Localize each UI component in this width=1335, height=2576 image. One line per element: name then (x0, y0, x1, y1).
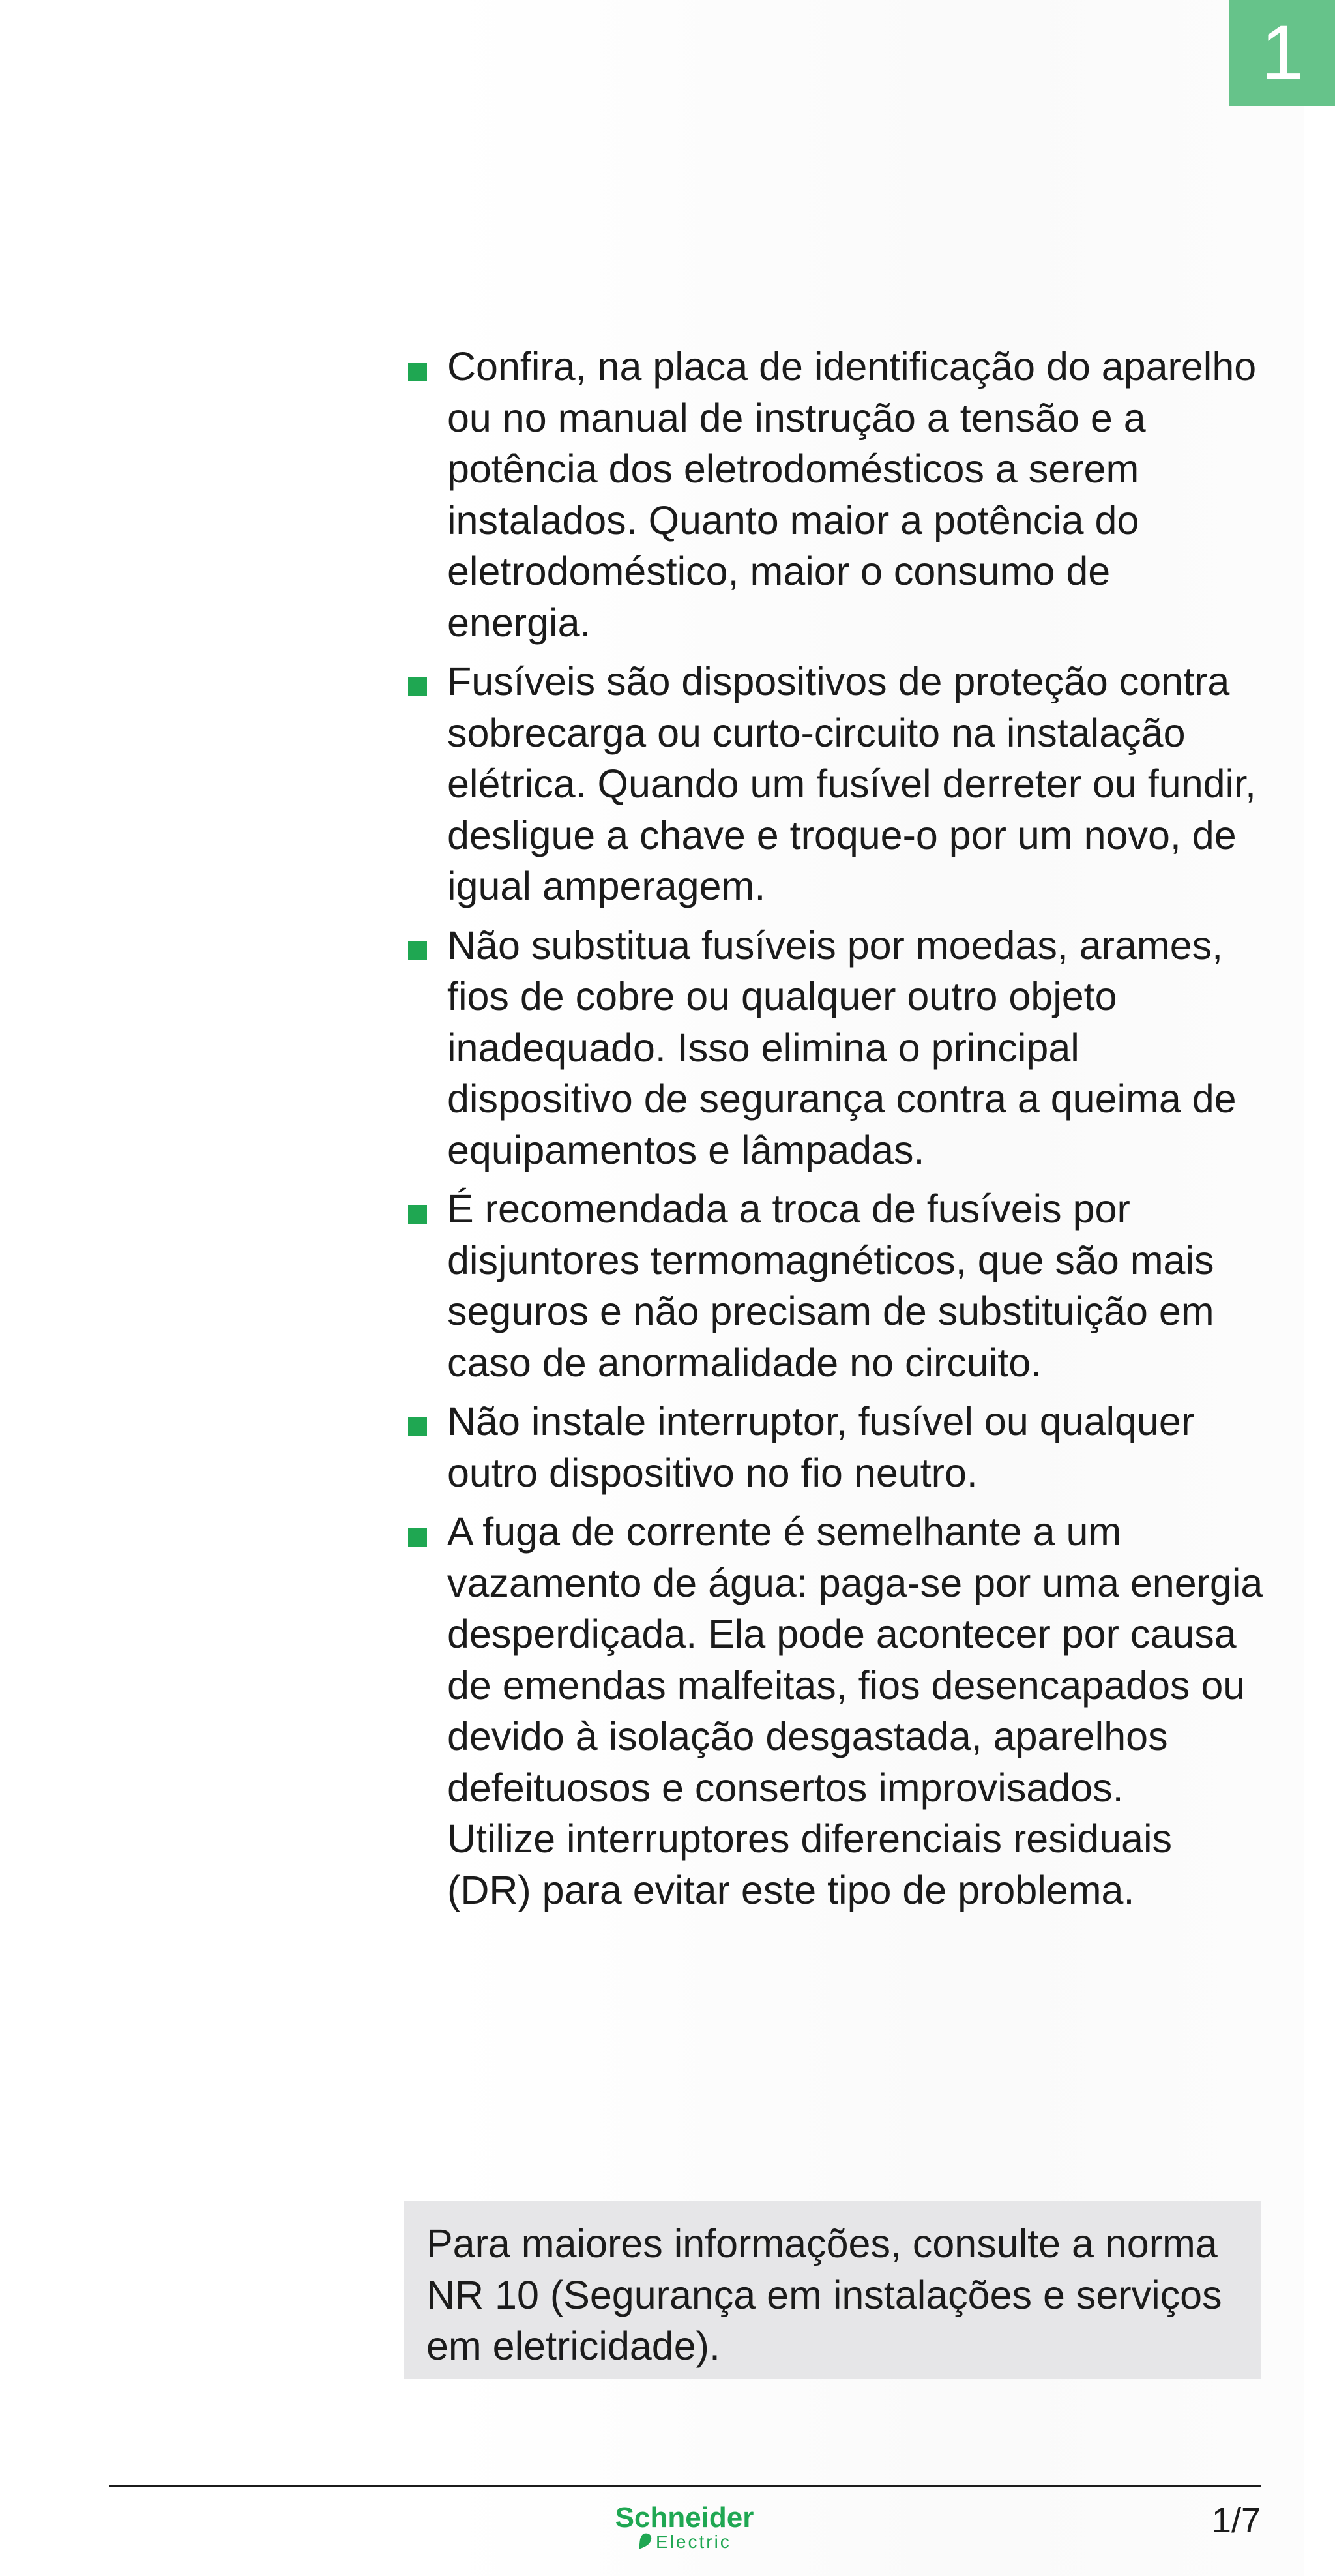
list-item (403, 656, 1263, 912)
list-item (403, 341, 1263, 648)
tip-text: Fusíveis são dispositivos de proteção contra sobrecarga ou curto-circuito na instalação elétrica. Quando um fusível derreter ou fundir, desligue a chave e troque-o por um novo, de igual amperagem. (447, 659, 1256, 908)
square-bullet-icon (408, 363, 427, 381)
square-bullet-icon (408, 1528, 427, 1547)
tip-text: Não substitua fusíveis por moedas, arames, fios de cobre ou qualquer outro objeto inadequado. Isso elimina o principal dispositivo de segurança contra a queima de equipamentos e lâmpadas. (447, 923, 1237, 1172)
list-item (403, 1396, 1263, 1498)
footer-divider (109, 2485, 1261, 2487)
schneider-electric-logo (606, 2501, 763, 2552)
brand-leaf-icon (639, 2534, 651, 2549)
list-item (403, 1506, 1263, 1916)
tip-extra-text: Utilize interruptores diferenciais residuais (DR) para evitar este tipo de problema. (447, 1816, 1173, 1912)
tip-text: É recomendada a troca de fusíveis por disjuntores termomagnéticos, que são mais seguros e não precisam de substituição em caso de anormalidade no circuito. (447, 1187, 1214, 1385)
tip-text: Confira, na placa de identificação do aparelho ou no manual de instrução a tensão e a potência dos eletrodomésticos a serem instalados. Quanto maior a potência do eletrodoméstico, maior o consumo de energia. (447, 344, 1257, 645)
brand-name: Schneider (615, 2502, 754, 2534)
square-bullet-icon (408, 1205, 427, 1224)
square-bullet-icon (408, 941, 427, 960)
square-bullet-icon (408, 1417, 427, 1436)
tip-text: A fuga de corrente é semelhante a um vazamento de água: paga-se por uma energia desperdiçada. Ela pode acontecer por causa de emendas malfeitas, fios desencapados ou devido à isolação desgastada, aparelhos defeituosos e consertos improvisados. (447, 1509, 1263, 1810)
tips-list (403, 341, 1263, 1923)
tip-text: Não instale interruptor, fusível ou qualquer outro dispositivo no fio neutro. (447, 1399, 1195, 1495)
chapter-tab: 1 (1229, 0, 1335, 106)
page-number: 1/7 (1211, 2501, 1261, 2540)
list-item (403, 920, 1263, 1176)
info-box: Para maiores informações, consulte a norma NR 10 (Segurança em instalações e serviços em eletricidade). (404, 2201, 1261, 2379)
square-bullet-icon (408, 677, 427, 696)
list-item (403, 1183, 1263, 1388)
brand-subtitle: Electric (656, 2532, 731, 2552)
